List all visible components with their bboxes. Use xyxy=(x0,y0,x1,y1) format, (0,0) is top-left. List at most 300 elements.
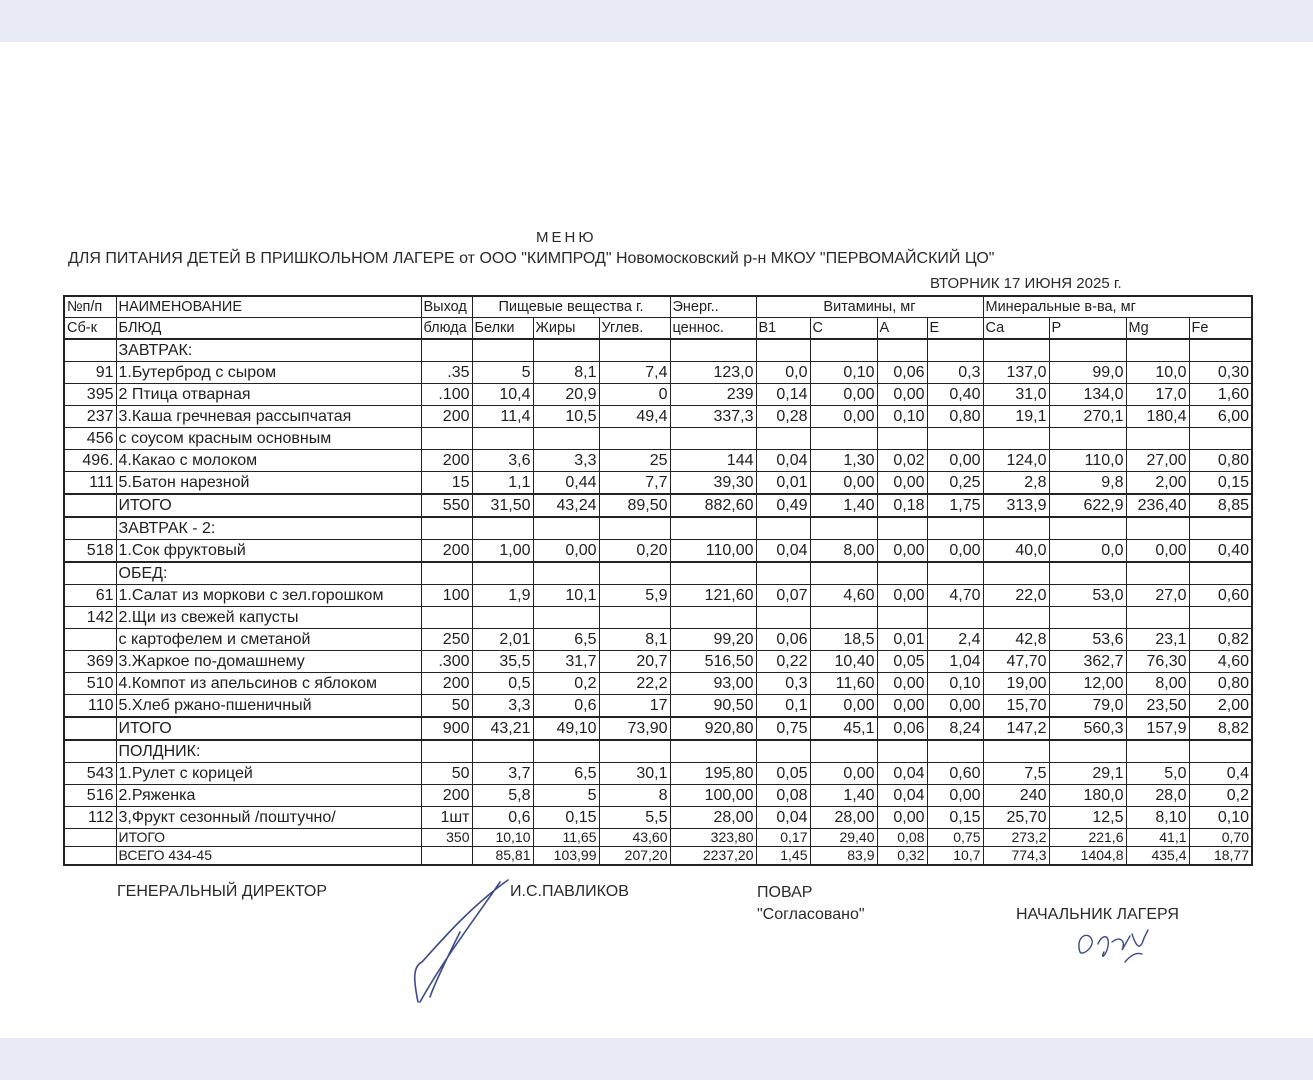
cell-yield: 900 xyxy=(421,717,472,740)
col-energy-subheader: ценнос. xyxy=(670,318,756,340)
cell-fe: 6,00 xyxy=(1189,406,1252,428)
header-row-2 xyxy=(64,318,1252,340)
cell-c: 18,5 xyxy=(810,629,877,651)
cell-carbs: 0,20 xyxy=(599,540,670,563)
col-mg-header: Mg xyxy=(1126,318,1189,340)
cell-carbs: 89,50 xyxy=(599,494,670,517)
cell-ca: 124,0 xyxy=(983,450,1049,472)
cell-num: 395 xyxy=(64,384,116,406)
cell-carbs: 7,7 xyxy=(599,472,670,495)
cell-a: 0,00 xyxy=(877,807,927,829)
cell-mg: 157,9 xyxy=(1126,717,1189,740)
col-carbs-header: Углев. xyxy=(599,318,670,340)
col-num-subheader: Сб-к xyxy=(64,318,116,340)
cell-b1: 0,3 xyxy=(756,673,810,695)
cell-ca: 240 xyxy=(983,785,1049,807)
cell-fat: 49,10 xyxy=(533,717,599,740)
cell-protein: 1,00 xyxy=(472,540,533,563)
total-row xyxy=(64,717,1252,740)
cell-mg: 76,30 xyxy=(1126,651,1189,673)
table-row xyxy=(64,763,1252,785)
cell-a: 0,00 xyxy=(877,472,927,495)
cell-yield: 1шт xyxy=(421,807,472,829)
table-cell xyxy=(756,339,810,362)
cell-yield xyxy=(421,607,472,629)
cell-protein: 5 xyxy=(472,362,533,384)
table-cell xyxy=(983,740,1049,763)
cell-num: 496. xyxy=(64,450,116,472)
cell-b1: 0,04 xyxy=(756,540,810,563)
cell-protein: 0,5 xyxy=(472,673,533,695)
cell-protein: 43,21 xyxy=(472,717,533,740)
table-cell xyxy=(983,339,1049,362)
cell-carbs: 5,5 xyxy=(599,807,670,829)
cell-fat: 0,2 xyxy=(533,673,599,695)
cell-b1: 0,49 xyxy=(756,494,810,517)
table-cell xyxy=(877,339,927,362)
cell-protein: 35,5 xyxy=(472,651,533,673)
cell-fat: 31,7 xyxy=(533,651,599,673)
cell-a: 0,04 xyxy=(877,785,927,807)
cell-a: 0,08 xyxy=(877,829,927,847)
cell-fat xyxy=(533,428,599,450)
cell-carbs: 207,20 xyxy=(599,847,670,866)
cell-fe: 8,85 xyxy=(1189,494,1252,517)
cell-p: 99,0 xyxy=(1049,362,1126,384)
menu-subtitle: ДЛЯ ПИТАНИЯ ДЕТЕЙ В ПРИШКОЛЬНОМ ЛАГЕРЕ от ООО "КИМПРОД" Новомосковский р-н МКОУ "ПЕРВОМАЙСКИЙ ЦО" xyxy=(68,250,995,267)
cell-yield: .100 xyxy=(421,384,472,406)
table-cell xyxy=(1189,339,1252,362)
table-cell xyxy=(472,339,533,362)
table-row xyxy=(64,540,1252,563)
table-cell xyxy=(1189,517,1252,540)
cell-protein xyxy=(472,428,533,450)
section-row xyxy=(64,339,1252,362)
cell-protein: 1,1 xyxy=(472,472,533,495)
menu-date: ВТОРНИК 17 ИЮНЯ 2025 г. xyxy=(930,275,1122,292)
cell-protein: 0,6 xyxy=(472,807,533,829)
cell-mg: 435,4 xyxy=(1126,847,1189,866)
cell-e: 0,25 xyxy=(927,472,983,495)
cell-energy: 100,00 xyxy=(670,785,756,807)
col-a-header: А xyxy=(877,318,927,340)
table-cell xyxy=(533,517,599,540)
cell-fat: 0,00 xyxy=(533,540,599,563)
table-cell xyxy=(533,339,599,362)
cell-c: 0,00 xyxy=(810,406,877,428)
cell-mg: 10,0 xyxy=(1126,362,1189,384)
table-row xyxy=(64,585,1252,607)
cell-b1: 0,1 xyxy=(756,695,810,718)
cell-yield: .35 xyxy=(421,362,472,384)
cell-num xyxy=(64,829,116,847)
cell-ca: 19,1 xyxy=(983,406,1049,428)
cell-carbs: 43,60 xyxy=(599,829,670,847)
cell-e: 0,75 xyxy=(927,829,983,847)
cell-num: 237 xyxy=(64,406,116,428)
camp-head-signature xyxy=(1070,922,1160,972)
cell-fe: 0,2 xyxy=(1189,785,1252,807)
table-cell xyxy=(599,339,670,362)
cook-label: ПОВАР xyxy=(757,884,813,901)
cell-num: 142 xyxy=(64,607,116,629)
cell-name: 1.Салат из моркови с зел.горошком xyxy=(116,585,421,607)
cell-fe: 0,80 xyxy=(1189,673,1252,695)
cell-fat: 0,15 xyxy=(533,807,599,829)
cell-name: 3.Жаркое по-домашнему xyxy=(116,651,421,673)
cell-fat: 10,5 xyxy=(533,406,599,428)
table-cell xyxy=(756,517,810,540)
cell-a: 0,00 xyxy=(877,540,927,563)
table-cell xyxy=(472,740,533,763)
section-title: ПОЛДНИК: xyxy=(116,740,421,763)
cell-protein: 5,8 xyxy=(472,785,533,807)
cell-ca: 2,8 xyxy=(983,472,1049,495)
cell-fe: 0,60 xyxy=(1189,585,1252,607)
cell-name: 2 Птица отварная xyxy=(116,384,421,406)
cell-energy: 93,00 xyxy=(670,673,756,695)
cell-e: 0,10 xyxy=(927,673,983,695)
cell-e: 0,80 xyxy=(927,406,983,428)
table-cell xyxy=(1126,517,1189,540)
col-c-header: С xyxy=(810,318,877,340)
cell-name: ИТОГО xyxy=(116,717,421,740)
cell-protein: 3,3 xyxy=(472,695,533,718)
table-row xyxy=(64,629,1252,651)
cell-protein: 1,9 xyxy=(472,585,533,607)
table-cell xyxy=(670,517,756,540)
cell-c: 29,40 xyxy=(810,829,877,847)
cell-a: 0,01 xyxy=(877,629,927,651)
cell-carbs: 17 xyxy=(599,695,670,718)
cell-name: ВСЕГО 434-45 xyxy=(116,847,421,866)
table-cell xyxy=(472,517,533,540)
cell-energy: 28,00 xyxy=(670,807,756,829)
cell-a: 0,02 xyxy=(877,450,927,472)
cell-protein: 85,81 xyxy=(472,847,533,866)
document-page xyxy=(0,42,1313,1038)
director-label: ГЕНЕРАЛЬНЫЙ ДИРЕКТОР xyxy=(117,883,328,900)
cell-fe: 2,00 xyxy=(1189,695,1252,718)
cell-protein: 3,6 xyxy=(472,450,533,472)
table-row xyxy=(64,651,1252,673)
cell-yield: .300 xyxy=(421,651,472,673)
menu-table xyxy=(63,295,1253,866)
cell-e: 1,04 xyxy=(927,651,983,673)
cell-c xyxy=(810,428,877,450)
table-cell xyxy=(810,562,877,585)
cell-a: 0,18 xyxy=(877,494,927,517)
table-cell xyxy=(756,740,810,763)
table-cell xyxy=(877,517,927,540)
table-row xyxy=(64,472,1252,495)
section-title: ЗАВТРАК: xyxy=(116,339,421,362)
cell-c: 10,40 xyxy=(810,651,877,673)
cell-name: 1.Рулет с корицей xyxy=(116,763,421,785)
cell-c: 1,40 xyxy=(810,785,877,807)
cell-energy: 39,30 xyxy=(670,472,756,495)
cell-fat: 20,9 xyxy=(533,384,599,406)
cell-b1: 0,06 xyxy=(756,629,810,651)
table-cell xyxy=(670,339,756,362)
cell-name: 1.Сок фруктовый xyxy=(116,540,421,563)
cell-protein: 11,4 xyxy=(472,406,533,428)
camp-head-label: НАЧАЛЬНИК ЛАГЕРЯ xyxy=(1016,906,1179,923)
section-title: ЗАВТРАК - 2: xyxy=(116,517,421,540)
table-cell xyxy=(421,740,472,763)
cell-name: 4.Компот из апельсинов с яблоком xyxy=(116,673,421,695)
cell-p: 53,6 xyxy=(1049,629,1126,651)
table-cell xyxy=(421,517,472,540)
cell-carbs: 0 xyxy=(599,384,670,406)
col-num-header: №п/п xyxy=(64,296,116,318)
cell-c: 0,00 xyxy=(810,472,877,495)
cell-b1: 0,14 xyxy=(756,384,810,406)
table-cell xyxy=(1189,562,1252,585)
cell-energy: 144 xyxy=(670,450,756,472)
cell-fe: 0,4 xyxy=(1189,763,1252,785)
total-row xyxy=(64,847,1252,866)
table-cell xyxy=(670,562,756,585)
cell-a: 0,32 xyxy=(877,847,927,866)
cell-energy: 110,00 xyxy=(670,540,756,563)
cell-p: 270,1 xyxy=(1049,406,1126,428)
cell-mg xyxy=(1126,428,1189,450)
cell-name: 2.Щи из свежей капусты xyxy=(116,607,421,629)
cell-num: 516 xyxy=(64,785,116,807)
cell-a xyxy=(877,428,927,450)
cell-e: 0,00 xyxy=(927,785,983,807)
table-cell xyxy=(670,740,756,763)
col-protein-header: Белки xyxy=(472,318,533,340)
cell-yield: 200 xyxy=(421,785,472,807)
cell-e: 0,15 xyxy=(927,807,983,829)
cell-ca: 147,2 xyxy=(983,717,1049,740)
cell-e xyxy=(927,607,983,629)
table-row xyxy=(64,807,1252,829)
table-cell xyxy=(1126,740,1189,763)
cell-yield: 200 xyxy=(421,673,472,695)
cell-energy: 239 xyxy=(670,384,756,406)
cell-c: 0,00 xyxy=(810,384,877,406)
cell-name: 2.Ряженка xyxy=(116,785,421,807)
cell-mg: 0,00 xyxy=(1126,540,1189,563)
cell-p: 9,8 xyxy=(1049,472,1126,495)
table-row xyxy=(64,384,1252,406)
cell-mg: 8,00 xyxy=(1126,673,1189,695)
table-cell xyxy=(983,517,1049,540)
table-cell xyxy=(64,740,116,763)
table-cell xyxy=(64,339,116,362)
cell-num: 518 xyxy=(64,540,116,563)
table-cell xyxy=(599,562,670,585)
cell-fe: 0,80 xyxy=(1189,450,1252,472)
cell-fe xyxy=(1189,607,1252,629)
cell-fat: 43,24 xyxy=(533,494,599,517)
cell-a: 0,00 xyxy=(877,585,927,607)
cell-carbs: 8,1 xyxy=(599,629,670,651)
cell-fat: 0,6 xyxy=(533,695,599,718)
cell-c: 83,9 xyxy=(810,847,877,866)
cell-e: 2,4 xyxy=(927,629,983,651)
table-cell xyxy=(472,562,533,585)
cell-b1: 0,05 xyxy=(756,763,810,785)
cell-b1: 0,04 xyxy=(756,450,810,472)
cell-energy: 516,50 xyxy=(670,651,756,673)
table-cell xyxy=(533,562,599,585)
cell-carbs: 25 xyxy=(599,450,670,472)
cell-energy: 121,60 xyxy=(670,585,756,607)
cell-protein xyxy=(472,607,533,629)
cell-fat: 103,99 xyxy=(533,847,599,866)
menu-table-body xyxy=(64,339,1252,865)
table-cell xyxy=(421,339,472,362)
cell-b1: 0,28 xyxy=(756,406,810,428)
cell-fat: 6,5 xyxy=(533,763,599,785)
cell-e: 10,7 xyxy=(927,847,983,866)
table-cell xyxy=(810,517,877,540)
cell-energy xyxy=(670,607,756,629)
cell-fe: 18,77 xyxy=(1189,847,1252,866)
cell-fat: 6,5 xyxy=(533,629,599,651)
cell-fe xyxy=(1189,428,1252,450)
col-energy-header: Энерг.. xyxy=(670,296,756,318)
table-cell xyxy=(599,517,670,540)
cell-ca: 273,2 xyxy=(983,829,1049,847)
cell-name: 1.Бутерброд с сыром xyxy=(116,362,421,384)
cell-yield: 200 xyxy=(421,406,472,428)
table-row xyxy=(64,673,1252,695)
cell-e: 4,70 xyxy=(927,585,983,607)
cell-b1: 1,45 xyxy=(756,847,810,866)
table-cell xyxy=(877,740,927,763)
col-ca-header: Са xyxy=(983,318,1049,340)
cell-a xyxy=(877,607,927,629)
cell-p: 1404,8 xyxy=(1049,847,1126,866)
cell-fat: 11,65 xyxy=(533,829,599,847)
cell-num: 110 xyxy=(64,695,116,718)
cell-b1: 0,17 xyxy=(756,829,810,847)
cell-num: 111 xyxy=(64,472,116,495)
cell-name: с соусом красным основным xyxy=(116,428,421,450)
cell-num xyxy=(64,847,116,866)
cell-name: 5.Батон нарезной xyxy=(116,472,421,495)
cell-yield xyxy=(421,428,472,450)
cell-fe: 0,10 xyxy=(1189,807,1252,829)
table-cell xyxy=(1049,339,1126,362)
col-p-header: Р xyxy=(1049,318,1126,340)
cell-e: 0,00 xyxy=(927,540,983,563)
cell-c: 8,00 xyxy=(810,540,877,563)
cell-name: ИТОГО xyxy=(116,494,421,517)
cell-energy: 323,80 xyxy=(670,829,756,847)
cell-e xyxy=(927,428,983,450)
cell-mg: 23,1 xyxy=(1126,629,1189,651)
cell-energy: 337,3 xyxy=(670,406,756,428)
col-name-header: НАИМЕНОВАНИЕ xyxy=(116,296,421,318)
cell-ca: 7,5 xyxy=(983,763,1049,785)
cell-carbs xyxy=(599,607,670,629)
agreed-label: "Согласовано" xyxy=(757,906,865,923)
cell-fe: 4,60 xyxy=(1189,651,1252,673)
cell-mg: 27,0 xyxy=(1126,585,1189,607)
cell-p xyxy=(1049,428,1126,450)
cell-c: 28,00 xyxy=(810,807,877,829)
cell-energy: 99,20 xyxy=(670,629,756,651)
cell-protein: 10,10 xyxy=(472,829,533,847)
cell-name: 5.Хлеб ржано-пшеничный xyxy=(116,695,421,718)
table-cell xyxy=(927,517,983,540)
table-cell xyxy=(599,740,670,763)
cell-num xyxy=(64,494,116,517)
cell-c: 0,10 xyxy=(810,362,877,384)
cell-fe: 0,82 xyxy=(1189,629,1252,651)
cell-energy: 2237,20 xyxy=(670,847,756,866)
director-name: И.С.ПАВЛИКОВ xyxy=(510,883,629,900)
cell-fat: 8,1 xyxy=(533,362,599,384)
section-row xyxy=(64,517,1252,540)
cell-c: 1,30 xyxy=(810,450,877,472)
cell-fe: 1,60 xyxy=(1189,384,1252,406)
cell-fe: 8,82 xyxy=(1189,717,1252,740)
header-row-1 xyxy=(64,296,1252,318)
table-cell xyxy=(810,339,877,362)
cell-num: 456 xyxy=(64,428,116,450)
cell-carbs: 8 xyxy=(599,785,670,807)
cell-mg: 17,0 xyxy=(1126,384,1189,406)
section-title: ОБЕД: xyxy=(116,562,421,585)
col-fat-header: Жиры xyxy=(533,318,599,340)
section-row xyxy=(64,562,1252,585)
cell-ca: 42,8 xyxy=(983,629,1049,651)
cell-name: ИТОГО xyxy=(116,829,421,847)
col-vitamins-header: Витамины, мг xyxy=(756,296,983,318)
cell-e: 0,00 xyxy=(927,450,983,472)
cell-p: 29,1 xyxy=(1049,763,1126,785)
cell-e: 1,75 xyxy=(927,494,983,517)
cell-a: 0,10 xyxy=(877,406,927,428)
menu-heading: МЕНЮ xyxy=(536,229,597,246)
table-cell xyxy=(927,339,983,362)
table-row xyxy=(64,785,1252,807)
cell-protein: 2,01 xyxy=(472,629,533,651)
table-cell xyxy=(1049,562,1126,585)
cell-protein: 10,4 xyxy=(472,384,533,406)
total-row xyxy=(64,494,1252,517)
cell-c: 11,60 xyxy=(810,673,877,695)
table-cell xyxy=(756,562,810,585)
cell-fat: 0,44 xyxy=(533,472,599,495)
table-row xyxy=(64,362,1252,384)
cell-fe: 0,40 xyxy=(1189,540,1252,563)
cell-b1: 0,04 xyxy=(756,807,810,829)
total-row xyxy=(64,829,1252,847)
cell-num: 510 xyxy=(64,673,116,695)
table-cell xyxy=(1126,562,1189,585)
cell-e: 0,60 xyxy=(927,763,983,785)
cell-c: 0,00 xyxy=(810,695,877,718)
col-e-header: Е xyxy=(927,318,983,340)
cell-fat: 3,3 xyxy=(533,450,599,472)
cell-b1: 0,22 xyxy=(756,651,810,673)
cell-p: 12,00 xyxy=(1049,673,1126,695)
cell-yield: 200 xyxy=(421,450,472,472)
cell-ca: 19,00 xyxy=(983,673,1049,695)
cell-mg: 8,10 xyxy=(1126,807,1189,829)
cell-p xyxy=(1049,607,1126,629)
cell-yield: 100 xyxy=(421,585,472,607)
cell-ca: 15,70 xyxy=(983,695,1049,718)
